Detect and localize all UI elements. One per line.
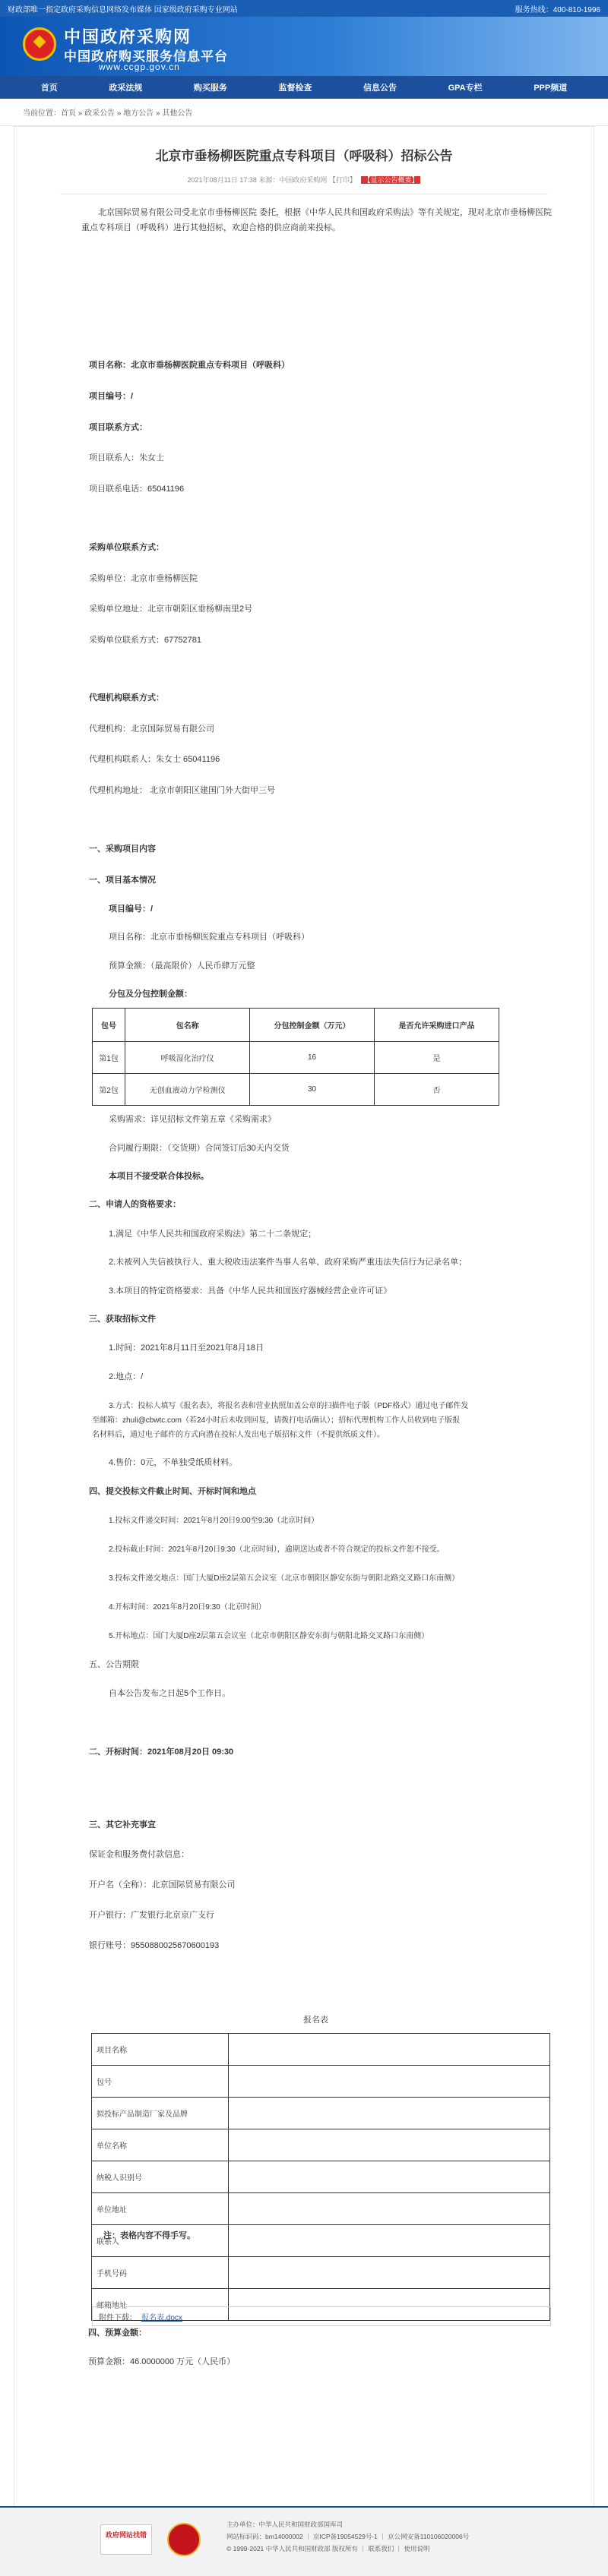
s1-budget: 预算金额：（最高限价）人民币肆万元整 [109, 961, 255, 971]
table-cell [229, 2193, 550, 2225]
nav-gpa[interactable]: GPA专栏 [448, 84, 483, 93]
notice-meta-text: 2021年08月11日 17:38 来源：中国政府采购网 【打印】 [187, 176, 356, 184]
project-contact-person: 项目联系人：朱女士 [89, 453, 164, 462]
show-summary-button[interactable]: 【显示公告概要】 [361, 176, 420, 184]
project-contact-heading: 项目联系方式： [89, 423, 147, 432]
s1-project-number: 项目编号：/ [109, 904, 154, 914]
nav-announcements[interactable]: 信息公告 [363, 84, 397, 93]
table-cell: 手机号码 [92, 2257, 229, 2289]
table-row [93, 1042, 499, 1074]
table-cell: 邮箱地址 [92, 2289, 229, 2321]
s4-submit-place: 3.投标文件递交地点：国门大厦D座2层第五会议室（北京市朝阳区静安东街与朝阳北路交叉路口东南侧） [109, 1574, 460, 1583]
table-cell [229, 2129, 550, 2161]
table-cell: 30 [250, 1074, 375, 1106]
table-cell: 拟投标产品制造厂家及品牌 [92, 2098, 229, 2129]
table-row [92, 2098, 550, 2129]
open-time: 二、开标时间：2021年08月20日 09:30 [89, 1747, 234, 1757]
table-cell: 是 [375, 1042, 499, 1074]
s3-method-3: 名材料后，通过电子邮件的方式向潜在投标人发出电子版招标文件（不提供纸质文件）。 [92, 1431, 385, 1439]
s1-project-name: 项目名称：北京市垂杨柳医院重点专科项目（呼吸科） [109, 933, 309, 942]
s5-period: 自本公告发布之日起5个工作日。 [109, 1689, 231, 1698]
table-cell: 第1包 [93, 1042, 125, 1074]
table-cell: 否 [375, 1074, 499, 1106]
agent-heading: 代理机构联系方式： [89, 693, 164, 702]
table-cell [229, 2066, 550, 2098]
table-cell [229, 2034, 550, 2066]
s4-open-place: 5.开标地点：国门大厦D座2层第五会议室（北京市朝阳区静安东街与朝阳北路交叉路口东南侧） [109, 1632, 429, 1640]
table-cell: 单位名称 [92, 2129, 229, 2161]
s1-package-heading: 分包及分包控制金额： [109, 990, 192, 999]
deposit-info: 保证金和服务费付款信息： [89, 1850, 189, 1859]
other-heading: 三、其它补充事宜 [89, 1820, 156, 1829]
s2-item-1: 1.满足《中华人民共和国政府采购法》第二十二条规定； [109, 1230, 317, 1239]
table-cell: 包号 [92, 2066, 229, 2098]
gov-error-report-logo[interactable] [100, 2524, 152, 2555]
section-4-heading: 四、提交投标文件截止时间、开标时间和地点 [89, 1487, 256, 1496]
account-name: 开户名（全称）：北京国际贸易有限公司 [89, 1880, 236, 1889]
budget-heading: 四、预算金额： [88, 2328, 147, 2338]
page-title: 北京市垂杨柳医院重点专科项目（呼吸科）招标公告 [155, 149, 453, 163]
project-name: 项目名称：北京市垂杨柳医院重点专科项目（呼吸科） [89, 361, 290, 370]
table-cell: 纳税人识别号 [92, 2161, 229, 2193]
gov-error-report-label: 政府网站找错 [105, 2531, 147, 2539]
agent-address: 代理机构地址： 北京市朝阳区建国门外大街甲三号 [89, 786, 276, 795]
agent-name: 代理机构：北京国际贸易有限公司 [89, 724, 214, 734]
table-cell [229, 2225, 550, 2257]
notice-content [14, 126, 594, 2518]
table-cell [229, 2098, 550, 2129]
nav-ppp[interactable]: PPP频道 [534, 84, 568, 93]
section-1-heading: 一、采购项目内容 [89, 844, 156, 854]
party-emblem-icon[interactable] [167, 2523, 201, 2556]
table-row [92, 2066, 550, 2098]
attachment-link[interactable]: 报名表.docx [141, 2313, 182, 2322]
notice-intro: 北京国际贸易有限公司受北京市垂杨柳医院 委托，根据《中华人民共和国政府采购法》等有关规定，现对北京市垂杨柳医院重点专科项目（呼吸科）进行其他招标，欢迎合格的供应商前来投标。 [81, 208, 553, 232]
s1-requirement: 采购需求：详见招标文件第五章《采购需求》 [109, 1115, 276, 1124]
project-contact-tel: 项目联系电话：65041196 [89, 485, 185, 494]
table-header: 包号 [93, 1009, 125, 1042]
notice-meta [60, 175, 548, 194]
site-subtitle: 中国政府购买服务信息平台 [64, 49, 228, 64]
s1-no-union: 本项目不接受联合体投标。 [109, 1172, 209, 1181]
s3-time: 1.时间：2021年8月11日至2021年8月18日 [109, 1343, 264, 1353]
nav-home[interactable]: 首页 [40, 84, 58, 93]
section-2-heading: 二、申请人的资格要求： [89, 1200, 181, 1209]
table-cell: 项目名称 [92, 2034, 229, 2066]
table-header: 是否允许采购进口产品 [375, 1009, 499, 1042]
table-row [92, 2129, 550, 2161]
nav-regulations[interactable]: 政采法规 [109, 84, 143, 93]
s4-deadline: 2.投标截止时间：2021年8月20日9:30（北京时间），逾期送达或者不符合规定的投标文件恕不接受。 [109, 1545, 445, 1554]
s4-open-time: 4.开标时间：2021年8月20日9:30（北京时间） [109, 1603, 266, 1612]
attachment-label: 附件下载： [99, 2313, 137, 2322]
s3-method-1: 3.方式：投标人填写《报名表》，将报名表和营业执照加盖公章的扫描件电子版（PDF格式）通过电子邮件发 [109, 1402, 469, 1410]
table-cell [229, 2161, 550, 2193]
breadcrumb[interactable]: 当前位置：首页 » 政采公告 » 地方公告 » 其他公告 [0, 99, 608, 126]
table-row [92, 2193, 550, 2225]
table-header: 包名称 [125, 1009, 250, 1042]
section-1-1-heading: 一、项目基本情况 [89, 876, 156, 885]
package-table [92, 1008, 499, 1106]
footer-copyright: © 1999-2021 中华人民共和国财政部 版权所有 ｜ 联系我们 ｜ 使用说明 [226, 2545, 430, 2552]
s3-method-2: 至邮箱：zhuli@cbwtc.com（若24小时后未收到回复，请拨打电话确认）；招标代理机构工作人员收到电子版报 [92, 1416, 461, 1425]
s3-place: 2.地点：/ [109, 1372, 144, 1381]
site-title[interactable]: 中国政府采购网 [64, 27, 192, 46]
note: 注：表格内容不得手写。 [103, 2231, 195, 2240]
table-row [92, 2034, 550, 2066]
agent-contact: 代理机构联系人：朱女士 65041196 [89, 755, 220, 764]
section-3-heading: 三、获取招标文件 [89, 1315, 156, 1324]
table-cell: 联系人 [92, 2225, 229, 2257]
s3-price: 4.售价：0元，不单独受纸质材料。 [109, 1458, 238, 1467]
table-cell: 无创血液动力学检测仪 [125, 1074, 250, 1106]
buyer-heading: 采购单位联系方式： [89, 543, 164, 552]
table-row [92, 2161, 550, 2193]
buyer-tel: 采购单位联系方式：67752781 [89, 636, 201, 645]
footer-info [226, 2518, 469, 2555]
budget-amount: 预算金额：46.0000000 万元（人民币） [88, 2357, 236, 2366]
s2-item-2: 2.未被列入失信被执行人、重大税收违法案件当事人名单、政府采购严重违法失信行为记录名单； [109, 1258, 467, 1267]
hotline: 服务热线：400-810-1996 [515, 5, 600, 14]
top-bar-slogan: 财政部唯一指定政府采购信息网络发布媒体 国家级政府采购专业网站 [8, 5, 238, 14]
footer-icp: 网站标识码：bm14000002 ｜ 京ICP备19054529号-1 ｜ 京公网安备110106020006号 [226, 2533, 470, 2540]
national-emblem-icon [23, 27, 56, 61]
footer-sponsor: 主办单位：中华人民共和国财政部国库司 [226, 2521, 344, 2528]
bank-name: 开户银行：广发银行北京京广支行 [89, 1911, 214, 1920]
s1-period: 合同履行期限：（交货期）合同签订后30天内交货 [109, 1144, 290, 1153]
buyer-address: 采购单位地址：北京市朝阳区垂杨柳南里2号 [89, 605, 253, 614]
table-row [92, 2257, 550, 2289]
site-url: www.ccgp.gov.cn [99, 62, 180, 72]
s4-submit-time: 1.投标文件递交时间：2021年8月20日9:00至9:30（北京时间） [109, 1517, 319, 1525]
project-number: 项目编号：/ [89, 392, 134, 401]
table-cell: 16 [250, 1042, 375, 1074]
s2-item-3: 3.本项目的特定资格要求：具备《中华人民共和国医疗器械经营企业许可证》 [109, 1286, 392, 1296]
nav-supervision[interactable]: 监督检查 [278, 84, 312, 93]
table-header: 分包控制金额（万元） [250, 1009, 375, 1042]
table-cell: 呼吸湿化治疗仪 [125, 1042, 250, 1074]
reg-table-title: 报名表 [303, 2016, 328, 2025]
table-cell [229, 2257, 550, 2289]
attachment-bar [92, 2306, 551, 2326]
top-bar [0, 0, 608, 17]
site-banner [0, 17, 608, 76]
registration-table [91, 2033, 550, 2321]
site-footer [0, 2506, 608, 2576]
table-cell: 单位地址 [92, 2193, 229, 2225]
main-nav [0, 76, 608, 99]
table-row [93, 1074, 499, 1106]
table-header-row [93, 1009, 499, 1042]
table-cell: 第2包 [93, 1074, 125, 1106]
nav-purchase-services[interactable]: 购买服务 [193, 84, 227, 93]
buyer-name: 采购单位：北京市垂杨柳医院 [89, 574, 198, 583]
section-5-heading: 五、公告期限 [89, 1660, 139, 1669]
bank-account: 银行账号：9550880025670600193 [89, 1941, 220, 1950]
